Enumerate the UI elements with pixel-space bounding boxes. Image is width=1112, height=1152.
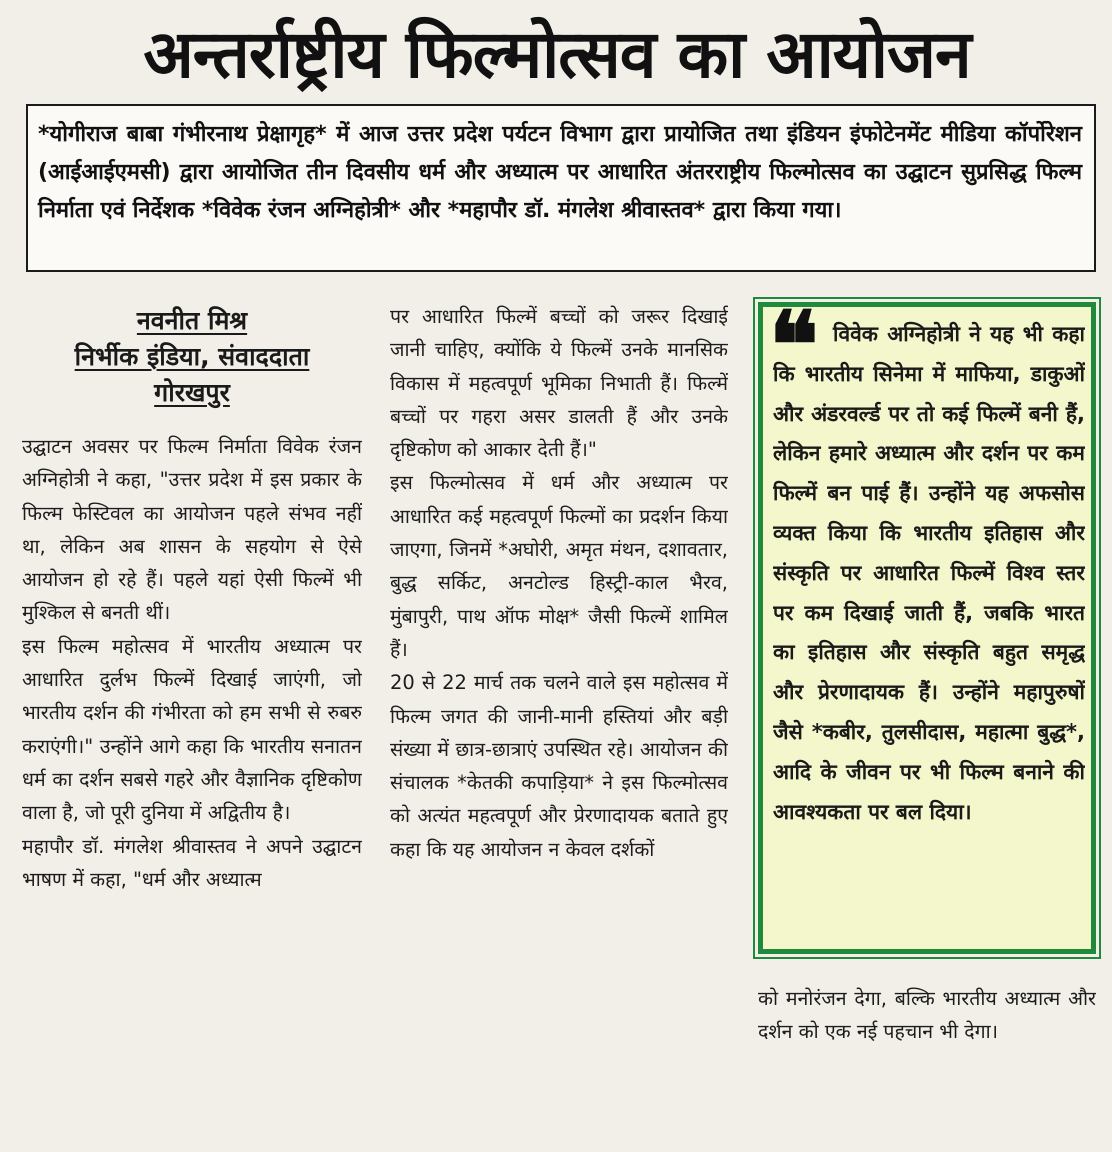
intro-box	[26, 104, 1096, 272]
article-column-2	[390, 300, 728, 1135]
paragraph: महापौर डॉ. मंगलेश श्रीवास्तव ने अपने उद्घाटन भाषण में कहा, "धर्म और अध्यात्म	[22, 834, 362, 891]
pull-quote-text: विवेक अग्निहोत्री ने यह भी कहा कि भारतीय सिनेमा में माफिया, डाकुओं और अंडरवर्ल्ड पर तो कई फिल्में बनी हैं, लेकिन हमारे अध्यात्म और दर्शन पर कम फिल्में बन पाई हैं। उन्होंने यह अफसोस व्यक्त किया कि भारतीय इतिहास और संस्कृति पर आधारित फिल्में विश्व स्तर पर कम दिखाई जाती हैं, जबकि भारत का इतिहास और संस्कृति बहुत समृद्ध और प्रेरणादायक हैं। उन्होंने महापुरुषों जैसे *कबीर, तुलसीदास, महात्मा बुद्ध*, आदि के जीवन पर भी फिल्म बनाने की आवश्यकता पर बल दिया।	[773, 322, 1085, 824]
paragraph: उद्घाटन अवसर पर फिल्म निर्माता विवेक रंजन अग्निहोत्री ने कहा, "उत्तर प्रदेश में इस प्रकार के फिल्म फेस्टिवल का आयोजन पहले संभव नहीं था, लेकिन अब शासन के सहयोग से ऐसे आयोजन हो रहे हैं। पहले यहां ऐसी फिल्में भी मुश्किल से बनती थीं।	[22, 435, 362, 625]
article-column-1	[22, 430, 362, 1135]
paragraph: इस फिल्मोत्सव में धर्म और अध्यात्म पर आधारित कई महत्वपूर्ण फिल्मों का प्रदर्शन किया जाएगा, जिनमें *अघोरी, अमृत मंथन, दशावतार, बुद्ध सर्किट, अनटोल्ड हिस्ट्री-काल भैरव, मुंबापुरी, पाथ ऑफ मोक्ष* जैसी फिल्में शामिल हैं।	[390, 471, 728, 661]
byline-city: गोरखपुर	[154, 378, 230, 407]
quote-mark-icon: ❝	[769, 291, 819, 399]
pull-quote-box	[758, 291, 1096, 954]
intro-text: *योगीराज बाबा गंभीरनाथ प्रेक्षागृह* में आज उत्तर प्रदेश पर्यटन विभाग द्वारा प्रायोजित तथा इंडियन इंफोटेनमेंट मीडिया कॉर्पोरेशन (आईआईएमसी) द्वारा आयोजित तीन दिवसीय धर्म और अध्यात्म पर आधारित अंतरराष्ट्रीय फिल्मोत्सव का उद्घाटन सुप्रसिद्ध फिल्म निर्माता एवं निर्देशक *विवेक रंजन अग्निहोत्री* और *महापौर डॉ. मंगलेश श्रीवास्तव* द्वारा किया गया।	[38, 122, 1082, 223]
byline-name: नवनीत मिश्र	[136, 306, 248, 335]
article-column-3	[758, 982, 1096, 1132]
byline-role: निर्भीक इंडिया, संवाददाता	[74, 342, 310, 371]
paragraph: पर आधारित फिल्में बच्चों को जरूर दिखाई जानी चाहिए, क्योंकि ये फिल्में उनके मानसिक विकास में महत्वपूर्ण भूमिका निभाती हैं। फिल्में बच्चों पर गहरा असर डालती हैं और उनके दृष्टिकोण को आकार देती हैं।"	[390, 305, 728, 462]
paragraph: इस फिल्म महोत्सव में भारतीय अध्यात्म पर आधारित दुर्लभ फिल्में दिखाई जाएंगी, जो भारतीय दर्शन की गंभीरता को हम सभी से रुबरु कराएंगी।" उन्होंने आगे कहा कि भारतीय सनातन धर्म का दर्शन सबसे गहरे और वैज्ञानिक दृष्टिकोण वाला है, जो पूरी दुनिया में अद्वितीय है।	[22, 634, 362, 825]
headline: अन्तर्राष्ट्रीय फिल्मोत्सव का आयोजन	[143, 16, 971, 93]
paragraph: को मनोरंजन देगा, बल्कि भारतीय अध्यात्म और दर्शन को एक नई पहचान भी देगा।	[758, 987, 1096, 1044]
paragraph: 20 से 22 मार्च तक चलने वाले इस महोत्सव में फिल्म जगत की जानी-मानी हस्तियां और बड़ी संख्या में छात्र-छात्राएं उपस्थित रहे। आयोजन की संचालक *केतकी कपाड़िया* ने इस फिल्मोत्सव को अत्यंत महत्वपूर्ण और प्रेरणादायक बताते हुए कहा कि यह आयोजन न केवल दर्शकों	[390, 671, 728, 861]
byline	[22, 303, 362, 421]
